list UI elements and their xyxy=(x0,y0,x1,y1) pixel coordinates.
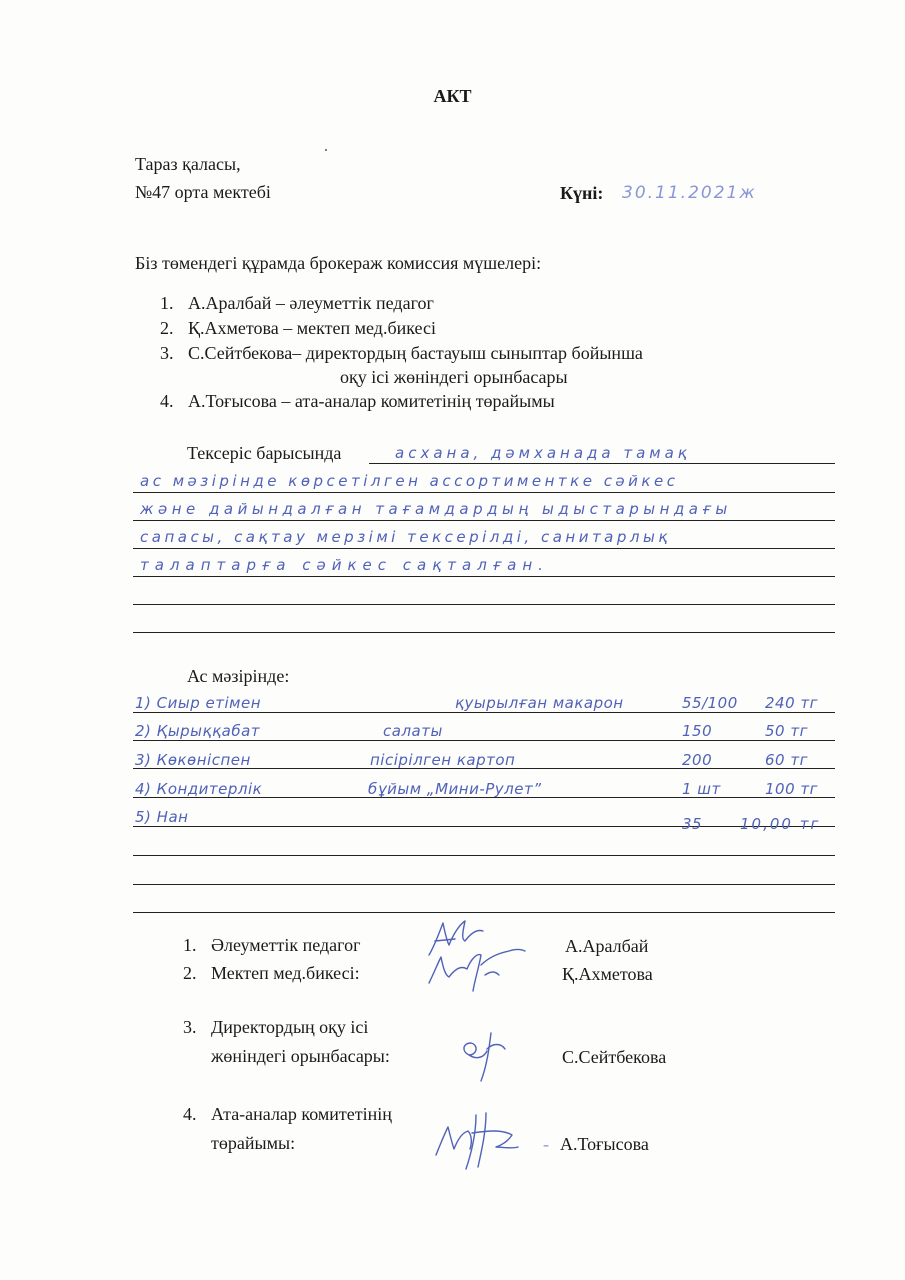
member-text: А.Тоғысова – ата-аналар комитетінің төрайымы xyxy=(188,391,555,411)
date-label: Күні: xyxy=(560,183,604,203)
member-3 xyxy=(160,343,643,364)
signature-number: 4. xyxy=(183,1104,197,1124)
ruled-line xyxy=(133,912,835,913)
intro-text: Біз төмендегі құрамда брокераж комиссия мүшелері: xyxy=(135,253,542,273)
member-4 xyxy=(160,391,555,412)
school-line: №47 орта мектебі xyxy=(135,182,271,202)
handwritten-line: талаптарға сәйкес сақталған. xyxy=(140,556,549,574)
menu-item-qty: 200 xyxy=(682,751,713,769)
ruled-line xyxy=(133,548,835,549)
menu-item-desc: бұйым „Мини-Рулет” xyxy=(368,780,542,798)
member-1 xyxy=(160,293,434,314)
menu-item-qty: 1 шт xyxy=(682,780,721,798)
signature-1-name: А.Аралбай xyxy=(565,936,649,956)
signature-4-role: 4. Ата-аналар комитетінің xyxy=(183,1104,392,1124)
document-title: АКТ xyxy=(433,86,472,106)
menu-item-qty: 35 xyxy=(682,815,703,833)
menu-item-qty: 150 xyxy=(682,722,713,740)
menu-item-desc: қуырылған макарон xyxy=(455,694,624,712)
signature-4-name: А.Тоғысова xyxy=(560,1134,649,1154)
member-3-continued: оқу ісі жөніндегі орынбасары xyxy=(340,367,568,387)
menu-item-desc: салаты xyxy=(383,722,443,740)
signature-4-dash: - xyxy=(543,1134,549,1154)
signature-2-handwritten xyxy=(425,945,535,1000)
handwritten-line: ас мәзірінде көрсетілген ассортиментке сәйкес xyxy=(140,472,679,490)
member-text: С.Сейтбекова– директордың бастауыш сыныптар бойынша xyxy=(188,343,643,363)
signature-number: 3. xyxy=(183,1017,197,1037)
menu-item-price: 240 тг xyxy=(765,694,819,712)
handwritten-line: сапасы, сақтау мерзімі тексерілді, санитарлық xyxy=(140,528,671,546)
menu-item-name: 1) Сиыр етімен xyxy=(135,694,262,712)
scan-speck xyxy=(325,149,327,151)
handwritten-line: асхана, дәмханада тамақ xyxy=(395,444,691,462)
ruled-line xyxy=(133,855,835,856)
member-number: 1. xyxy=(160,293,174,313)
city-line: Тараз қаласы, xyxy=(135,154,241,174)
ruled-line xyxy=(133,884,835,885)
signature-4-role-continued: төрайымы: xyxy=(211,1133,296,1153)
ruled-line xyxy=(369,463,835,464)
ruled-line xyxy=(133,632,835,633)
member-number: 3. xyxy=(160,343,174,363)
menu-item-name: 4) Кондитерлік xyxy=(135,780,263,798)
signature-2-role: 2. Мектеп мед.бикесі: xyxy=(183,963,360,983)
menu-item-price: 50 тг xyxy=(765,722,808,740)
ruled-line xyxy=(133,492,835,493)
signature-3-role: 3. Директордың оқу ісі xyxy=(183,1017,369,1037)
signature-2-name: Қ.Ахметова xyxy=(562,964,653,984)
signature-3-role-continued: жөніндегі орынбасары: xyxy=(211,1046,390,1066)
ruled-line xyxy=(133,712,835,713)
ruled-line xyxy=(133,604,835,605)
member-2 xyxy=(160,318,436,339)
menu-item-price: 100 тг xyxy=(765,780,819,798)
member-text: Қ.Ахметова – мектеп мед.бикесі xyxy=(188,318,436,338)
ruled-line xyxy=(133,826,835,827)
signature-number: 2. xyxy=(183,963,197,983)
menu-item-name: 5) Нан xyxy=(135,808,189,826)
member-number: 2. xyxy=(160,318,174,338)
date-value: 30.11.2021ж xyxy=(622,183,757,203)
menu-item-price: 10,00 тг xyxy=(740,815,821,833)
menu-label: Ас мәзірінде: xyxy=(187,666,290,686)
signature-4-handwritten xyxy=(432,1105,527,1175)
ruled-line xyxy=(133,520,835,521)
member-number: 4. xyxy=(160,391,174,411)
inspection-label: Тексеріс барысында xyxy=(187,443,342,463)
menu-item-price: 60 тг xyxy=(765,751,808,769)
handwritten-line: және дайындалған тағамдардың ыдыстарындағы xyxy=(140,500,732,518)
member-text: А.Аралбай – әлеуметтік педагог xyxy=(188,293,434,313)
menu-item-name: 3) Көкөніспен xyxy=(135,751,251,769)
signature-1-role: 1. Әлеуметтік педагог xyxy=(183,935,361,955)
ruled-line xyxy=(133,576,835,577)
signature-number: 1. xyxy=(183,935,197,955)
menu-item-qty: 55/100 xyxy=(682,694,738,712)
ruled-line xyxy=(133,740,835,741)
menu-item-desc: пісірілген картоп xyxy=(370,751,516,769)
signature-3-handwritten xyxy=(455,1025,515,1085)
signature-3-name: С.Сейтбекова xyxy=(562,1047,667,1067)
menu-item-name: 2) Қырыққабат xyxy=(135,722,261,740)
